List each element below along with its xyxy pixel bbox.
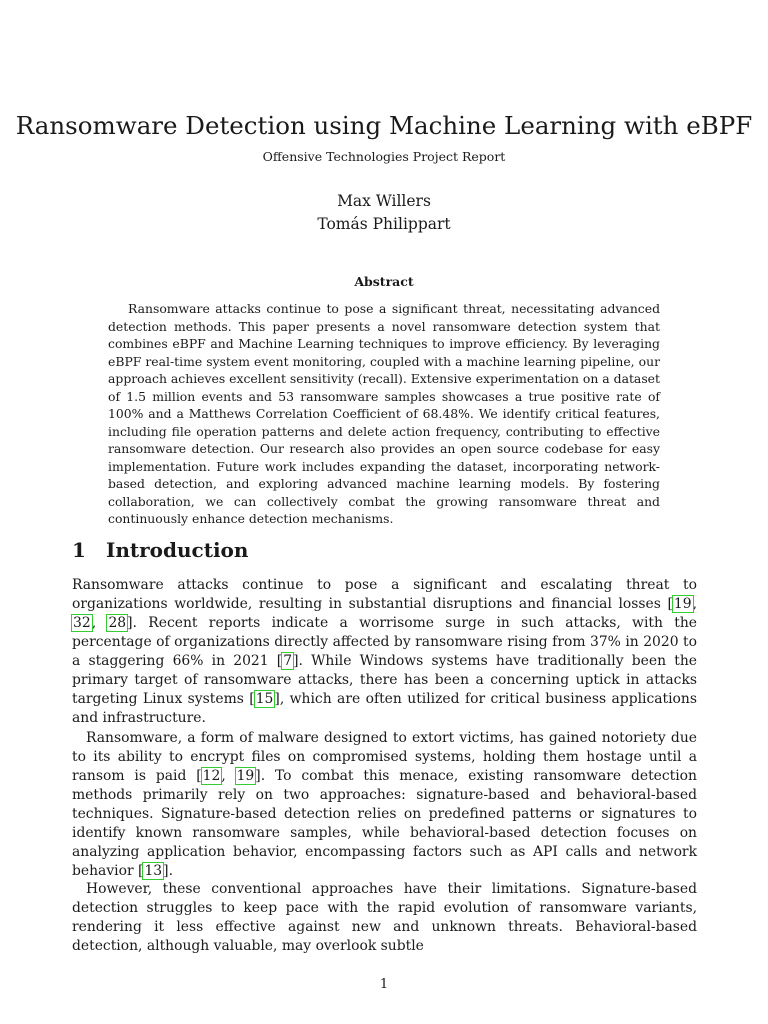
citation-link[interactable]: 12 (202, 768, 221, 784)
body-paragraph (72, 729, 697, 881)
paper-subtitle: Offensive Technologies Project Report (262, 149, 506, 164)
author-name: Tomás Philippart (317, 215, 451, 233)
page-number: 1 (379, 977, 389, 992)
abstract-heading: Abstract (354, 274, 414, 289)
author-name: Max Willers (337, 192, 431, 210)
paper-title: Ransomware Detection using Machine Learning with eBPF (15, 111, 753, 140)
paragraph-text: , (692, 596, 697, 612)
section-heading (72, 536, 248, 564)
paragraph-text: ]. To combat this menace, existing ransomware detection methods primarily rely on two approaches: signature-based and behavioral-based techniques. Signature-based detection relies on predefined patterns or signatures to identify known ransomware samples, while behavioral-based detection focuses on analyzing application behavior, encompassing factors such as API calls and network behavior [ (72, 768, 697, 879)
citation-link[interactable]: 32 (73, 615, 91, 631)
paragraph-text: , (221, 768, 236, 784)
body-paragraph (72, 576, 697, 728)
paragraph-text: Ransomware, a form of malware designed to extort victims, has gained notoriety due to its ability to encrypt files on compromised systems, holding them hostage until a ransom is paid [ (72, 730, 697, 784)
paragraph-text: ]. While Windows systems have traditionally been the primary target of ransomware attacks, there has been a concerning uptick in attacks targeting Linux systems [ (72, 653, 698, 707)
paragraph-text: ], which are often utilized for critical business applications and infrastructure. (72, 691, 697, 726)
section-number: 1 (72, 538, 86, 562)
paragraph-text: However, these conventional approaches have their limitations. Signature-based detection struggles to keep pace with the rapid evolution of ransomware variants, rendering it less effective against new and unknown threats. Behavioral-based detection, although valuable, may overlook subtle (72, 881, 697, 954)
abstract-body: Ransomware attacks continue to pose a significant threat, necessitating advanced detection methods. This paper presents a novel ransomware detection system that combines eBPF and Machine Learning techniques to improve efficiency. By leveraging eBPF real-time system event monitoring, coupled with a machine learning pipeline, our approach achieves excellent sensitivity (recall). Extensive experimentation on a dataset of 1.5 million events and 53 ransomware samples showcases a true positive rate of 100% and a Matthews Correlation Coefficient of 68.48%. We identify critical features, including file operation patterns and delete action frequency, contributing to effective ransomware detection. Our research also provides an open source codebase for easy implementation. Future work includes expanding the dataset, incorporating network-based detection, and exploring advanced machine learning models. By fostering collaboration, we can collectively combat the growing ransomware threat and continuously enhance detection mechanisms. (108, 301, 660, 526)
paragraph-text: Ransomware attacks continue to pose a significant and escalating threat to organizations worldwide, resulting in substantial disruptions and financial losses [ (72, 577, 697, 612)
section-title: Introduction (106, 538, 249, 562)
citation-link[interactable]: 19 (236, 768, 255, 784)
citation-link[interactable]: 7 (283, 653, 293, 669)
paragraph-text: ]. (163, 863, 173, 879)
citation-link[interactable]: 13 (144, 863, 163, 879)
paragraph-text: , (91, 615, 108, 631)
citation-link[interactable]: 19 (673, 596, 692, 612)
citation-link[interactable]: 15 (255, 691, 274, 707)
author-list (0, 190, 768, 236)
paragraph-text: ]. Recent reports indicate a worrisome surge in such attacks, with the percentage of organizations directly affected by ransomware rising from 37% in 2020 to a staggering 66% in 2021 [ (72, 615, 697, 669)
body-paragraph (72, 880, 697, 956)
citation-link[interactable]: 28 (108, 615, 127, 631)
